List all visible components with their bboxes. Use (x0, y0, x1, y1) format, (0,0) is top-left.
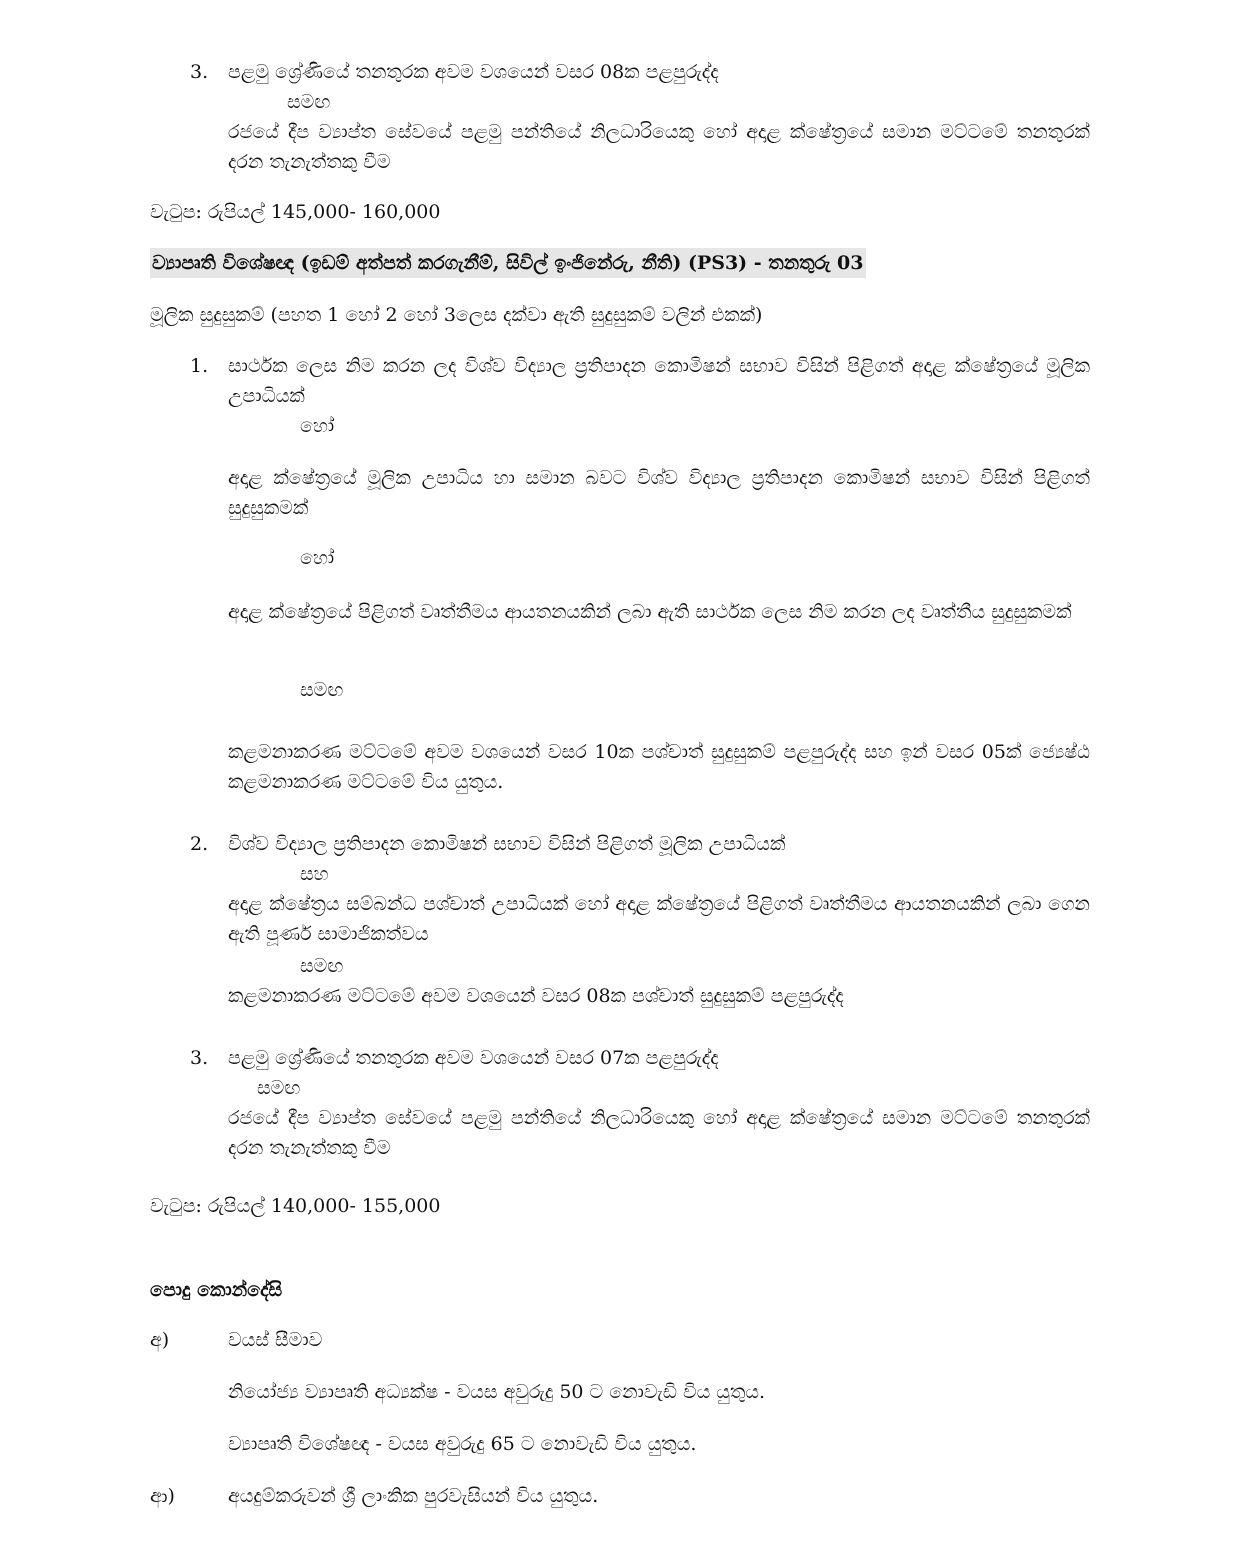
list-number: 2. (190, 833, 209, 855)
condition-label: අ) (150, 1329, 170, 1351)
list-item-text: පළමු ශ්‍රේණියේ තනතුරක අවම වශයෙන් වසර 07ක පළපුරුද්ද (228, 1047, 719, 1069)
joiner-text: සමඟ (287, 91, 331, 113)
section-heading: ව්‍යාපෘති විශේෂඥ (ඉඩම් අත්පත් කරගැනීම්, සිවිල් ඉංජිනේරු, නීති) (PS3) - තනතුරු 03 (150, 248, 866, 278)
paragraph: අදාළ ක්ෂේත්‍රය සම්බන්ධ පශ්චාත් උපාධියක් හෝ අදාළ ක්ෂේත්‍රයේ පිළිගත් වෘත්තීමය ආයතනයකින් ලබා ගෙන ඇති පූර්ණ සාමාජිකත්වය (228, 893, 1090, 945)
list-item-text: විශ්ව විද්‍යාල ප්‍රතිපාදන කොමිෂන් සභාව විසින් පිළිගත් මූලික උපාධියක් (228, 833, 786, 855)
condition-label: ආ) (150, 1485, 175, 1507)
list-number: 3. (190, 61, 209, 83)
general-conditions-heading: පොදු කොන්දේසි (150, 1279, 283, 1301)
list-number: 3. (190, 1047, 209, 1069)
condition-line: ව්‍යාපෘති විශේෂඥ - වයස අවුරුදු 65 ට නොවැඩි විය යුතුය. (228, 1433, 697, 1455)
salary-text: වැටුප: රුපියල් 145,000- 160,000 (150, 201, 441, 223)
and-text: සහ (300, 863, 329, 885)
condition-title: වයස් සීමාව (228, 1329, 323, 1351)
paragraph: අදාළ ක්ෂේත්‍රයේ පිළිගත් වෘත්තීමය ආයතනයකින් ලබා ඇති සාර්ථක ලෙස නිම කරන ලද වෘත්තීය සුදුසුකමක් (228, 601, 1072, 623)
basic-qualifications-heading: මූලික සුදුසුකම් (පහත 1 හෝ 2 හෝ 3ලෙස දක්වා ඇති සුදුසුකම් වලින් එකක්) (150, 304, 763, 326)
condition-line: අයදුම්කරුවන් ශ්‍රී ලාංකික පුරවැසියන් විය යුතුය. (228, 1485, 599, 1507)
or-text: හෝ (300, 415, 335, 437)
list-number: 1. (190, 355, 209, 377)
or-text: හෝ (300, 547, 335, 569)
list-item-text: කළමනාකරණ මට්ටමේ අවම වශයෙන් වසර 08ක පශ්චාත් සුදුසුකම් පළපුරුද්ද (228, 985, 844, 1007)
condition-line: නියෝජ්‍ය ව්‍යාපෘති අධ්‍යක්ෂ - වයස අවුරුදු 50 ට නොවැඩි විය යුතුය. (228, 1381, 766, 1403)
paragraph: රජයේ දීප ව්‍යාප්ත සේවයේ පළමු පන්තියේ නිලධාරියෙකු හෝ අදාළ ක්ෂේත්‍රයේ සමාන මට්ටමේ තනතුරක් දරන තැනැත්තකු වීම (228, 121, 1090, 173)
paragraph: කළමනාකරණ මට්ටමේ අවම වශයෙන් වසර 10ක පශ්චාත් සුදුසුකම් පළපුරුද්ද සහ ඉන් වසර 05ක් ජ්‍යෙෂ්ඨ කළමනාකරණ මට්ටමේ විය යුතුය. (228, 741, 1090, 793)
salary-text: වැටුප: රුපියල් 140,000- 155,000 (150, 1195, 441, 1217)
paragraph: සාර්ථක ලෙස නිම කරන ලද විශ්ව විද්‍යාල ප්‍රතිපාදන කොමිෂන් සභාව විසින් පිළිගත් අදාළ ක්ෂේත්‍රයේ මූලික උපාධියක් (228, 355, 1090, 407)
joiner-text: සමඟ (300, 955, 344, 977)
paragraph: රජයේ දීප ව්‍යාප්ත සේවයේ පළමු පන්තියේ නිලධාරියෙකු හෝ අදාළ ක්ෂේත්‍රයේ සමාන මට්ටමේ තනතුරක් දරන තැනැත්තකු වීම (228, 1107, 1090, 1159)
list-item-text: පළමු ශ්‍රේණියේ තනතුරක අවම වශයෙන් වසර 08ක පළපුරුද්ද (228, 61, 719, 83)
joiner-text: සමඟ (257, 1077, 301, 1099)
paragraph: අදාළ ක්ෂේත්‍රයේ මූලික උපාධිය හා සමාන බවට විශ්ව විද්‍යාල ප්‍රතිපාදන කොමිෂන් සභාව විසින් පිළිගත් සුදුසුකමක් (228, 467, 1090, 519)
joiner-text: සමඟ (300, 679, 344, 701)
